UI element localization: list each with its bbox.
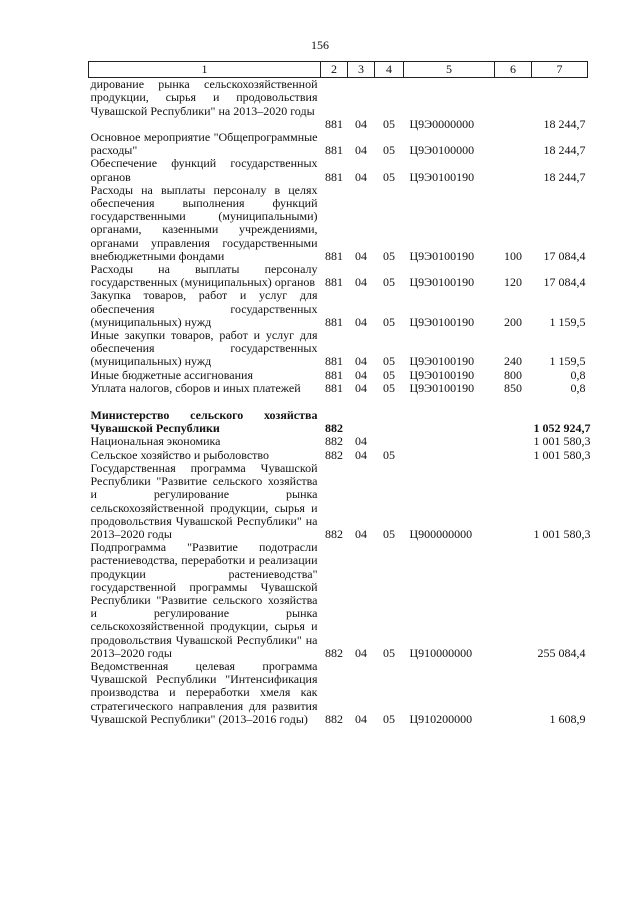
row-amount: 18 244,7: [543, 143, 586, 158]
row-name: Ведомственная целевая программа Чувашской Республики "Интенсификация производства и переработки хмеля как стратегического направления для развития Чувашской Республики" (2013–2016 годы): [90, 658, 318, 726]
row-amount: 1 159,5: [549, 314, 586, 329]
table-row: [89, 449, 588, 462]
row-amount: 18 244,7: [543, 116, 586, 131]
row-amount: 1 052 924,7: [533, 421, 591, 436]
spacer-row: [89, 395, 588, 409]
row-target-article: Ц9Э0100190: [409, 380, 475, 395]
row-section: 04: [355, 380, 367, 395]
row-subsection: 05: [383, 711, 395, 726]
row-expense-type: [495, 541, 532, 660]
row-grbs: 882: [325, 434, 343, 449]
row-grbs: 881: [325, 314, 343, 329]
row-amount: 1 001 580,3: [533, 434, 591, 449]
column-header-target-article: 5: [404, 62, 495, 78]
row-grbs: 881: [325, 380, 343, 395]
row-subsection: 05: [383, 143, 395, 158]
row-target-article: Ц9Э0100190: [409, 314, 475, 329]
row-section: 04: [355, 169, 367, 184]
row-subsection: [375, 78, 404, 118]
row-name: Обеспечение функций государственных органов: [90, 156, 318, 184]
row-subsection: 05: [383, 116, 395, 131]
column-header-grbs: 2: [321, 62, 348, 78]
column-header-name: 1: [89, 62, 321, 78]
row-amount: 1 001 580,3: [533, 526, 591, 541]
row-expense-type: 800: [504, 367, 522, 382]
row-grbs: 881: [325, 116, 343, 131]
row-target-article: [404, 409, 495, 435]
table-row: [89, 184, 588, 263]
row-expense-type: 120: [504, 275, 522, 290]
row-subsection: 05: [383, 380, 395, 395]
row-expense-type: [495, 131, 532, 157]
row-expense-type: [495, 409, 532, 435]
row-grbs: 881: [325, 367, 343, 382]
row-subsection: 05: [383, 354, 395, 369]
row-section: 04: [355, 447, 367, 462]
column-header-section: 3: [348, 62, 375, 78]
row-expense-type: [495, 157, 532, 183]
row-expense-type: [495, 78, 532, 118]
row-expense-type: 240: [504, 354, 522, 369]
row-section: 04: [355, 711, 367, 726]
row-name: Иные бюджетные ассигнования: [90, 367, 253, 382]
row-expense-type: [495, 660, 532, 726]
row-name: Расходы на выплаты персоналу государственных (муниципальных) органов: [90, 262, 318, 290]
row-grbs: 882: [325, 421, 343, 436]
row-amount: 18 244,7: [543, 169, 586, 184]
row-subsection: 05: [383, 447, 395, 462]
row-target-article: Ц910000000: [409, 645, 473, 660]
table-row: [89, 382, 588, 395]
row-grbs: 881: [325, 354, 343, 369]
row-expense-type: [495, 435, 532, 448]
row-expense-type: [495, 118, 532, 131]
row-amount: 0,8: [570, 380, 586, 395]
row-amount: 17 084,4: [543, 248, 586, 263]
row-target-article: Ц9Э0100190: [409, 248, 475, 263]
row-subsection: 05: [383, 275, 395, 290]
row-expense-type: [495, 462, 532, 541]
row-section: 04: [355, 645, 367, 660]
row-subsection: 05: [383, 248, 395, 263]
row-name: Государственная программа Чувашской Республики "Развитие сельского хозяйства и регулирование рынка сельскохозяйственной продукции, сырья и продовольствия Чувашской Республики" на 2013–2020 годы: [90, 460, 318, 541]
row-grbs: 881: [325, 169, 343, 184]
row-name: Сельское хозяйство и рыболовство: [90, 447, 270, 462]
row-section: [348, 409, 375, 435]
row-name: дирование рынка сельскохозяйственной продукции, сырья и продовольствия Чувашской Республики" на 2013–2020 годы: [90, 77, 318, 118]
table-row: [89, 541, 588, 660]
table-row: [89, 660, 588, 726]
table-row: [89, 157, 588, 183]
row-grbs: 882: [325, 526, 343, 541]
table-row: [89, 369, 588, 382]
table-row: [89, 263, 588, 289]
row-name: Министерство сельского хозяйства Чувашской Республики: [90, 408, 318, 436]
row-grbs: 881: [325, 248, 343, 263]
row-name: Уплата налогов, сборов и иных платежей: [90, 380, 301, 395]
spacer-cell: [89, 395, 588, 409]
row-target-article: Ц910200000: [409, 711, 473, 726]
row-section: 04: [355, 354, 367, 369]
row-amount: [532, 78, 588, 118]
table-row: [89, 329, 588, 369]
row-target-article: [404, 449, 495, 462]
row-subsection: 05: [383, 645, 395, 660]
row-target-article: [404, 78, 495, 118]
row-section: 04: [355, 248, 367, 263]
column-header-subsection: 4: [375, 62, 404, 78]
row-section: 04: [355, 314, 367, 329]
budget-table: [88, 61, 591, 726]
row-amount: 17 084,4: [543, 275, 586, 290]
row-subsection: 05: [383, 367, 395, 382]
row-expense-type: 850: [504, 380, 522, 395]
row-name: Иные закупки товаров, работ и услуг для обеспечения государственных (муниципальных) нужд: [90, 328, 318, 369]
row-amount: 255 084,4: [537, 645, 586, 660]
row-target-article: Ц9Э0100190: [409, 275, 475, 290]
row-target-article: Ц9Э0100190: [409, 367, 475, 382]
table-row: [89, 78, 588, 118]
row-grbs: 881: [325, 143, 343, 158]
row-target-article: Ц900000000: [409, 526, 473, 541]
row-section: 04: [355, 526, 367, 541]
row-grbs: 882: [325, 711, 343, 726]
row-expense-type: [495, 449, 532, 462]
row-grbs: 881: [325, 275, 343, 290]
row-section: 04: [355, 275, 367, 290]
row-name: Основное мероприятие "Общепрограммные расходы": [90, 130, 318, 158]
row-target-article: [404, 435, 495, 448]
row-target-article: Ц9Э0100190: [409, 354, 475, 369]
row-name: Подпрограмма "Развитие подотрасли растениеводства, переработки и реализации продукции растениеводства" государственной программы Чувашской Республики "Развитие сельского хозяйства и регулирование рынка сельскохозяйственной продукции, сырья и продовольствия Чувашской Республики" на 2013–2020 годы: [90, 540, 318, 660]
table-row: [89, 289, 588, 329]
row-name: Расходы на выплаты персоналу в целях обеспечения выполнения функций государственными (муниципальными) органами, казенными учреждениями, органами управления государственными внебюджетными фондами: [90, 182, 318, 263]
row-grbs: 882: [325, 645, 343, 660]
page-number: 156: [311, 38, 329, 52]
ministry-row: [89, 409, 588, 435]
row-target-article: Ц9Э0000000: [409, 116, 475, 131]
table-row: [89, 131, 588, 157]
row-section: [348, 78, 375, 118]
row-section: 04: [355, 116, 367, 131]
table-row: [89, 462, 588, 541]
row-subsection: [375, 409, 404, 435]
row-section: 04: [355, 367, 367, 382]
row-grbs: 882: [325, 447, 343, 462]
row-grbs: [321, 78, 348, 118]
row-section: 04: [355, 434, 367, 449]
row-amount: 1 608,9: [549, 711, 586, 726]
row-target-article: Ц9Э0100000: [409, 143, 475, 158]
table-row: [89, 435, 588, 448]
row-subsection: [375, 435, 404, 448]
row-section: 04: [355, 143, 367, 158]
row-target-article: Ц9Э0100190: [409, 169, 475, 184]
row-name: Национальная экономика: [90, 434, 221, 449]
row-subsection: 05: [383, 526, 395, 541]
table-header-row: [89, 62, 588, 78]
row-amount: 0,8: [570, 367, 586, 382]
row-name: Закупка товаров, работ и услуг для обеспечения государственных (муниципальных) нужд: [90, 288, 318, 329]
column-header-amount: 7: [532, 62, 588, 78]
row-expense-type: 100: [504, 248, 522, 263]
row-expense-type: 200: [504, 314, 522, 329]
column-header-expense-type: 6: [495, 62, 532, 78]
row-amount: 1 159,5: [549, 354, 586, 369]
row-subsection: 05: [383, 314, 395, 329]
row-subsection: 05: [383, 169, 395, 184]
row-amount: 1 001 580,3: [533, 447, 591, 462]
